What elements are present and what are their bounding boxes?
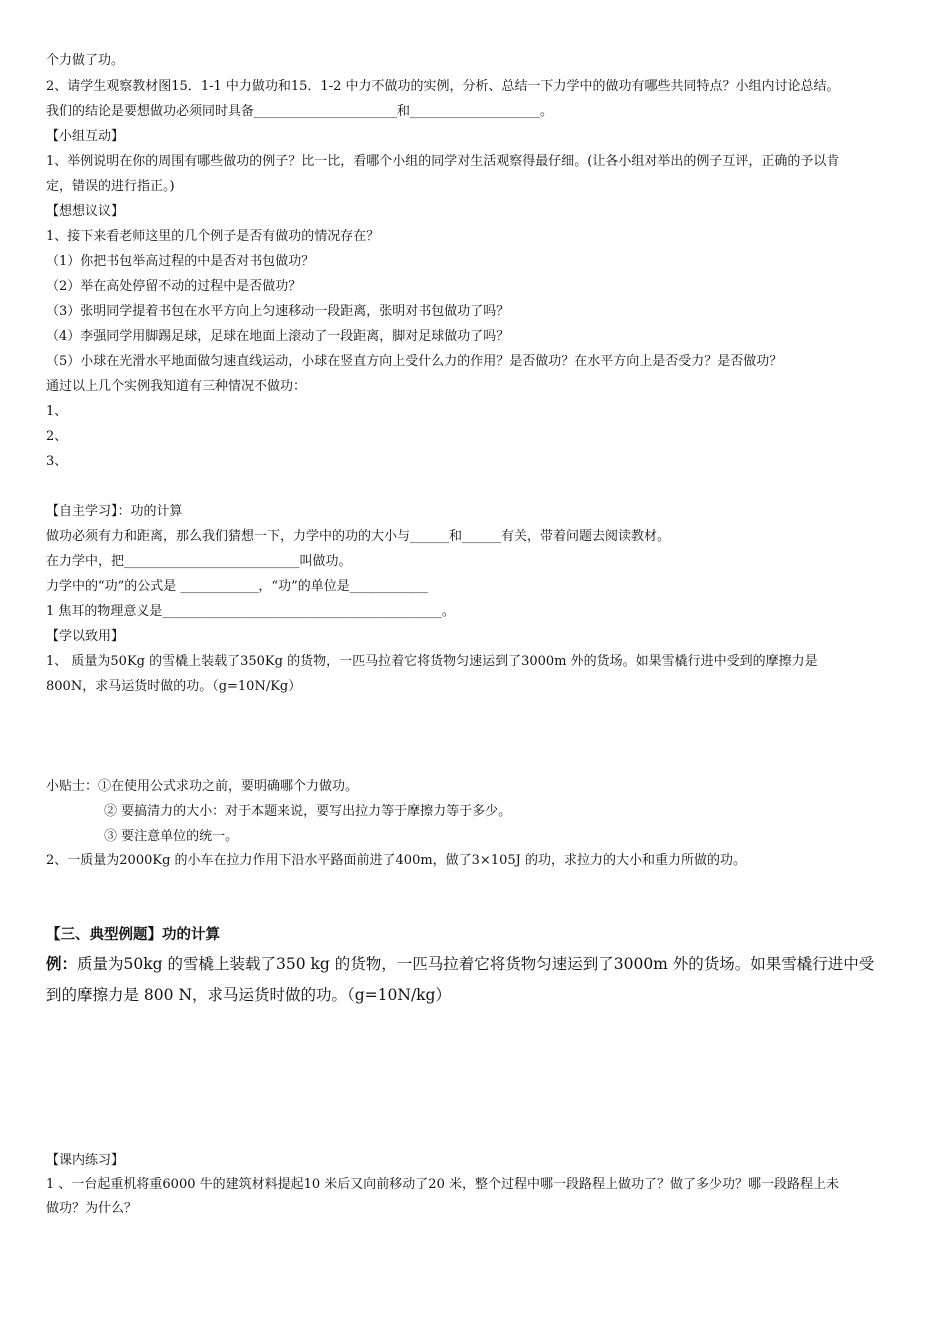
discuss-question-1: 1、接下来看老师这里的几个例子是否有做功的情况存在？ — [46, 229, 380, 244]
text-line: 个力做了功。 — [46, 53, 125, 68]
case-blank-3: 3、 — [46, 454, 68, 469]
tip-2: ② 要搞清力的大小：对于本题来说，要写出拉力等于摩擦力等于多少。 — [104, 804, 512, 819]
apply-question-1: 1、 质量为50Kg 的雪橇上装载了350Kg 的货物，一匹马拉着它将货物匀速运到了3000m 外的货场。如果雪橇行进中受到的摩擦力是 — [46, 654, 818, 669]
section-heading-self-study: 【自主学习】：功的计算 — [46, 504, 183, 519]
apply-question-2: 2、一质量为2000Kg 的小车在拉力作用下沿水平路面前进了400m，做了3×105J 的功，求拉力的大小和重力所做的功。 — [46, 853, 746, 868]
practice-question-1-cont: 做功？为什么？ — [46, 1201, 138, 1216]
work-definition-blank: 在力学中，把___________________________叫做功。 — [46, 554, 352, 569]
three-cases-intro: 通过以上几个实例我知道有三种情况不做功： — [46, 379, 307, 394]
example-question-cont: 到的摩擦力是 800 N，求马运货时做的功。（g=10N/kg） — [46, 986, 451, 1004]
tip-3: ③ 要注意单位的统一。 — [104, 829, 239, 844]
conclusion-blank-line: 我们的结论是要想做功必须同时具备______________________和____________________。 — [46, 104, 554, 119]
group-question-1-cont: 定，错误的进行指正。) — [46, 179, 175, 194]
self-study-guess: 做功必须有力和距离，那么我们猜想一下，力学中的功的大小与______和______有关，带着问题去阅读教材。 — [46, 529, 671, 544]
joule-meaning-blank: 1 焦耳的物理意义是___________________________________________。 — [46, 604, 455, 619]
apply-question-1-cont: 800N，求马运货时做的功。（g=10N/Kg） — [46, 679, 302, 694]
case-blank-1: 1、 — [46, 404, 68, 419]
case-blank-2: 2、 — [46, 429, 68, 444]
discuss-item-4: （4）李强同学用脚踢足球，足球在地面上滚动了一段距离，脚对足球做功了吗？ — [46, 329, 510, 344]
discuss-item-1: （1）你把书包举高过程的中是否对书包做功？ — [46, 254, 315, 269]
practice-question-1: 1 、一台起重机将重6000 牛的建筑材料提起10 米后又向前移动了20 米，整个过程中哪一段路程上做功了？做了多少功？哪一段路程上未 — [46, 1177, 839, 1192]
discuss-item-5: （5）小球在光滑水平地面做匀速直线运动，小球在竖直方向上受什么力的作用？是否做功？在水平方向上是否受力？是否做功？ — [46, 354, 783, 369]
group-question-1: 1、举例说明在你的周围有哪些做功的例子？比一比，看哪个小组的同学对生活观察得最仔细。(让各小组对举出的例子互评，正确的予以肯 — [46, 154, 840, 169]
section-heading-apply: 【学以致用】 — [46, 629, 125, 644]
example-question — [46, 953, 916, 975]
work-formula-blank: 力学中的“功”的公式是 ____________，“功”的单位是____________ — [46, 579, 428, 594]
example-text: 质量为50kg 的雪橇上装载了350 kg 的货物，一匹马拉着它将货物匀速运到了3000m 外的货场。如果雪橇行进中受 — [77, 955, 875, 973]
section-heading-think-discuss: 【想想议议】 — [46, 204, 125, 219]
example-label: 例： — [46, 954, 78, 973]
section-heading-typical-example: 【三、典型例题】功的计算 — [46, 926, 220, 943]
section-heading-classroom-practice: 【课内练习】 — [46, 1153, 125, 1168]
discuss-item-3: （3）张明同学提着书包在水平方向上匀速移动一段距离，张明对书包做功了吗？ — [46, 304, 510, 319]
discuss-item-2: （2）举在高处停留不动的过程中是否做功？ — [46, 279, 302, 294]
section-heading-group-interaction: 【小组互动】 — [46, 129, 125, 144]
tip-1: 小贴士：①在使用公式求功之前，要明确哪个力做功。 — [46, 779, 359, 794]
question-2: 2、请学生观察教材图15．1-1 中力做功和15．1-2 中力不做功的实例，分析、总结一下力学中的做功有哪些共同特点？小组内讨论总结。 — [46, 79, 840, 94]
